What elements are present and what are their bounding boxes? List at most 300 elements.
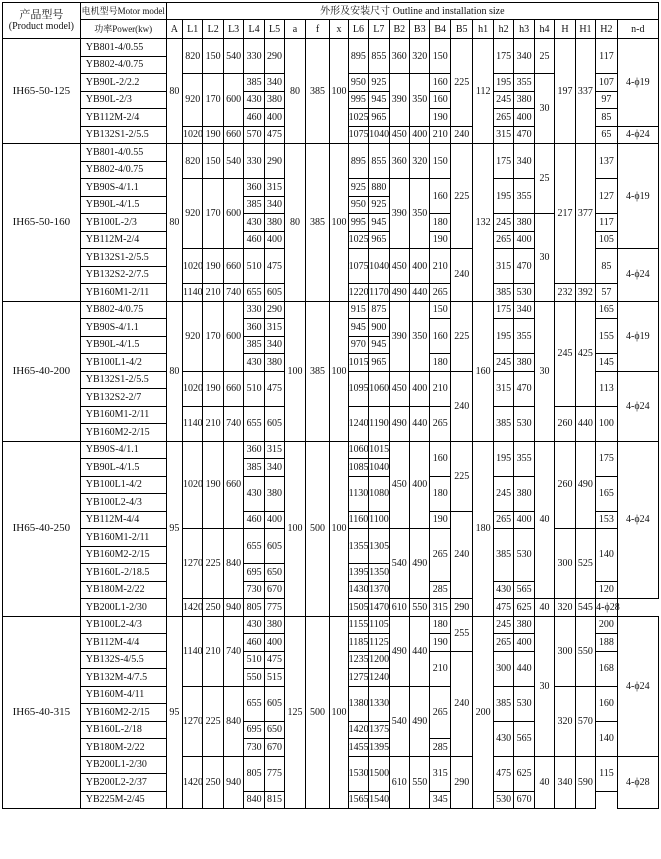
- cell-b5: 255: [450, 616, 473, 651]
- cell-h3: 400: [514, 109, 534, 127]
- cell-l6: 1240: [348, 406, 368, 441]
- cell-h2: 115: [596, 756, 617, 791]
- column-header-a: a: [285, 20, 305, 39]
- cell-b4: 315: [430, 756, 450, 791]
- cell-l4: 695: [244, 564, 264, 582]
- motor-model-cell: YB802-4/0.75: [80, 161, 166, 179]
- cell-h1: 392: [575, 284, 595, 302]
- column-header-h1: h1: [473, 20, 493, 39]
- cell-l4: 430: [244, 354, 264, 372]
- cell-h2: 430: [493, 721, 513, 756]
- cell-h2: 140: [596, 721, 617, 756]
- cell-b4: 160: [430, 441, 450, 476]
- motor-model-cell: YB90S-4/1.1: [80, 319, 166, 337]
- cell-l5: 650: [264, 564, 284, 582]
- cell-h: 197: [555, 39, 575, 144]
- motor-model-cell: YB112M-4/4: [80, 511, 166, 529]
- cell-b5: 290: [450, 599, 473, 617]
- cell-l6: 1095: [348, 371, 368, 406]
- motor-model-cell: YB160M2-2/15: [80, 546, 166, 564]
- cell-l1: 1020: [183, 371, 203, 406]
- cell-l6: 915: [348, 301, 368, 319]
- cell-b4: 210: [430, 249, 450, 284]
- cell-l6: 1420: [348, 721, 368, 739]
- cell-l1: 920: [183, 301, 203, 371]
- column-header-h2: h2: [493, 20, 513, 39]
- cell-l5: 650: [264, 721, 284, 739]
- cell-b2: 390: [389, 179, 409, 249]
- cell-l6: 1380: [348, 686, 368, 721]
- cell-l7: 965: [369, 109, 389, 127]
- cell-l5: 515: [264, 669, 284, 687]
- cell-l5: 605: [264, 529, 284, 564]
- cell-h3: 380: [514, 214, 534, 232]
- cell-h1: 337: [575, 39, 595, 144]
- cell-l6: 895: [348, 144, 368, 179]
- cell-a: 95: [166, 616, 182, 809]
- cell-h3: 470: [514, 371, 534, 406]
- cell-b2: 390: [389, 74, 409, 127]
- cell-l5: 315: [264, 319, 284, 337]
- cell-l2: 150: [203, 39, 223, 74]
- cell-nd: 4-ϕ19: [617, 144, 658, 249]
- cell-a: 125: [285, 616, 305, 809]
- cell-b4: 190: [430, 634, 450, 652]
- cell-h2: 168: [596, 651, 617, 686]
- cell-l3: 660: [223, 371, 243, 406]
- cell-l3: 660: [223, 441, 243, 529]
- cell-l4: 655: [244, 284, 264, 302]
- cell-l7: 1190: [369, 406, 389, 441]
- cell-h2: 245: [493, 616, 513, 634]
- cell-b5: 240: [450, 371, 473, 441]
- cell-l1: 1140: [183, 616, 203, 686]
- cell-f: 385: [305, 39, 330, 144]
- cell-l6: 950: [348, 74, 368, 92]
- cell-h2: 195: [493, 74, 513, 92]
- cell-h3: 470: [514, 249, 534, 284]
- cell-h1: 180: [473, 441, 493, 616]
- cell-h3: 530: [514, 406, 534, 441]
- cell-b4: 315: [430, 599, 450, 617]
- cell-b2: 450: [389, 249, 409, 284]
- cell-h2: 153: [596, 511, 617, 529]
- cell-f: 500: [305, 441, 330, 616]
- cell-l5: 340: [264, 196, 284, 214]
- cell-h1: 112: [473, 39, 493, 144]
- cell-b3: 350: [410, 301, 430, 371]
- cell-l2: 170: [203, 74, 223, 127]
- cell-h3: 380: [514, 476, 534, 511]
- cell-h2: 245: [493, 91, 513, 109]
- cell-l4: 330: [244, 39, 264, 74]
- cell-l6: 1155: [348, 616, 368, 634]
- cell-b3: 350: [410, 179, 430, 249]
- cell-h: 245: [555, 301, 575, 406]
- cell-l3: 740: [223, 284, 243, 302]
- cell-l6: 1085: [348, 459, 368, 477]
- column-header-b5: B5: [450, 20, 473, 39]
- cell-l7: 1500: [369, 756, 389, 791]
- cell-h3: 355: [514, 319, 534, 354]
- cell-l5: 775: [264, 756, 284, 791]
- cell-h3: 625: [514, 756, 534, 791]
- motor-model-cell: YB132M-4/7.5: [80, 669, 166, 687]
- cell-l6: 1025: [348, 109, 368, 127]
- cell-b3: 400: [410, 371, 430, 406]
- motor-model-cell: YB132S-4/5.5: [80, 651, 166, 669]
- cell-h4: 40: [534, 599, 554, 617]
- cell-h2: 155: [596, 319, 617, 354]
- cell-nd: 4-ϕ24: [617, 371, 658, 441]
- cell-h2: 265: [493, 634, 513, 652]
- cell-l2: 190: [203, 441, 223, 529]
- cell-l5: 315: [264, 441, 284, 459]
- cell-l3: 600: [223, 179, 243, 249]
- motor-model-cell: YB100L2-4/3: [80, 494, 166, 512]
- motor-model-cell: YB132S2-2/7: [80, 389, 166, 407]
- motor-model-cell: YB90L-2/2.2: [80, 74, 166, 92]
- cell-l2: 190: [203, 126, 223, 144]
- cell-h3: 530: [514, 529, 534, 582]
- cell-l7: 1350: [369, 564, 389, 582]
- cell-b3: 320: [410, 144, 430, 179]
- cell-l4: 510: [244, 651, 264, 669]
- cell-h2: 105: [596, 231, 617, 249]
- cell-l4: 385: [244, 74, 264, 92]
- cell-h2: 300: [493, 651, 513, 686]
- cell-h3: 355: [514, 179, 534, 214]
- cell-l2: 225: [203, 686, 223, 756]
- cell-l7: 1105: [369, 616, 389, 634]
- cell-l1: 1020: [183, 126, 203, 144]
- cell-b4: 345: [430, 791, 450, 809]
- cell-l2: 210: [203, 406, 223, 441]
- motor-model-cell: YB100L1-4/2: [80, 354, 166, 372]
- cell-h: 300: [555, 616, 575, 686]
- outline-size-header: 外形及安装尺寸 Outline and installation size: [166, 3, 658, 20]
- motor-model-header: 电机型号Motor model: [80, 3, 166, 20]
- cell-l5: 380: [264, 214, 284, 232]
- cell-f: 385: [305, 301, 330, 441]
- cell-l6: 1075: [348, 249, 368, 284]
- cell-h2: 475: [493, 756, 513, 791]
- motor-model-cell: YB160M1-2/11: [80, 284, 166, 302]
- motor-model-cell: YB90S-4/1.1: [80, 179, 166, 197]
- cell-l1: 920: [183, 179, 203, 249]
- cell-h2: 265: [493, 511, 513, 529]
- cell-h4: 40: [534, 756, 554, 809]
- cell-h1: 590: [575, 756, 595, 809]
- table-row: [3, 616, 659, 634]
- motor-model-cell: YB132S1-2/5.5: [80, 126, 166, 144]
- cell-l4: 510: [244, 371, 264, 406]
- motor-model-cell: YB90L-4/1.5: [80, 196, 166, 214]
- column-header-b2: B2: [389, 20, 409, 39]
- cell-l3: 840: [223, 529, 243, 599]
- motor-model-cell: YB160M2-2/15: [80, 424, 166, 442]
- cell-h4: 40: [534, 441, 554, 599]
- column-header-h2: H2: [596, 20, 617, 39]
- cell-h2: 195: [493, 441, 513, 476]
- cell-l7: 855: [369, 144, 389, 179]
- cell-l1: 1020: [183, 249, 203, 284]
- cell-l6: 925: [348, 179, 368, 197]
- cell-h3: 380: [514, 91, 534, 109]
- cell-a: 80: [285, 144, 305, 302]
- cell-b2: 490: [389, 406, 409, 441]
- cell-l6: 1430: [348, 581, 368, 599]
- product-model-cell: IH65-50-125: [3, 39, 81, 144]
- cell-l4: 655: [244, 686, 264, 721]
- column-header-f: f: [305, 20, 330, 39]
- cell-l7: 965: [369, 231, 389, 249]
- cell-h3: 355: [514, 74, 534, 92]
- cell-l4: 510: [244, 249, 264, 284]
- cell-nd: 4-ϕ24: [617, 126, 658, 144]
- cell-nd: 4-ϕ19: [617, 39, 658, 127]
- cell-l5: 380: [264, 91, 284, 109]
- cell-b3: 490: [410, 686, 430, 756]
- cell-nd: 4-ϕ28: [596, 599, 617, 617]
- cell-h2: 160: [596, 686, 617, 721]
- cell-b2: 610: [389, 599, 409, 617]
- cell-l2: 250: [203, 599, 223, 617]
- cell-l7: 945: [369, 336, 389, 354]
- cell-b4: 160: [430, 319, 450, 354]
- cell-b5: 240: [450, 249, 473, 302]
- column-header-l6: L6: [348, 20, 368, 39]
- cell-h2: 195: [493, 179, 513, 214]
- motor-model-cell: YB132S2-2/7.5: [80, 266, 166, 284]
- cell-l7: 1040: [369, 459, 389, 477]
- motor-model-cell: YB200L1-2/30: [80, 599, 166, 617]
- cell-l1: 1020: [183, 441, 203, 529]
- column-header-l3: L3: [223, 20, 243, 39]
- cell-l1: 1270: [183, 529, 203, 599]
- cell-h4: 25: [534, 144, 554, 214]
- cell-x: 100: [330, 301, 348, 441]
- cell-l7: 855: [369, 39, 389, 74]
- cell-x: 100: [330, 144, 348, 302]
- cell-l7: 1470: [369, 599, 389, 617]
- cell-l4: 730: [244, 739, 264, 757]
- cell-l4: 460: [244, 634, 264, 652]
- cell-h1: 132: [473, 144, 493, 302]
- column-header-l1: L1: [183, 20, 203, 39]
- motor-model-cell: YB802-4/0.75: [80, 56, 166, 74]
- cell-l3: 660: [223, 126, 243, 144]
- cell-l5: 290: [264, 144, 284, 179]
- cell-h3: 625: [514, 599, 534, 617]
- cell-l3: 940: [223, 756, 243, 809]
- cell-l1: 820: [183, 144, 203, 179]
- cell-a: 80: [285, 39, 305, 144]
- cell-l6: 1075: [348, 126, 368, 144]
- cell-h2: 107: [596, 74, 617, 92]
- motor-model-cell: YB90L-4/1.5: [80, 336, 166, 354]
- cell-l6: 1185: [348, 634, 368, 652]
- cell-b4: 180: [430, 476, 450, 511]
- motor-model-cell: YB180M-2/22: [80, 581, 166, 599]
- column-header-b3: B3: [410, 20, 430, 39]
- dimension-table: [2, 2, 659, 809]
- cell-b5: 290: [450, 756, 473, 809]
- product-model-cell: IH65-50-160: [3, 144, 81, 302]
- cell-h3: 400: [514, 231, 534, 249]
- cell-h2: 265: [493, 231, 513, 249]
- cell-b4: 160: [430, 91, 450, 109]
- table-row: [3, 39, 659, 57]
- cell-l6: 1235: [348, 651, 368, 669]
- cell-l6: 895: [348, 39, 368, 74]
- cell-h: 320: [555, 686, 575, 756]
- cell-b5: 240: [450, 511, 473, 599]
- cell-h2: 175: [493, 301, 513, 319]
- motor-model-cell: YB90L-2/3: [80, 91, 166, 109]
- cell-h3: 565: [514, 721, 534, 756]
- cell-l7: 1060: [369, 371, 389, 406]
- cell-l4: 570: [244, 126, 264, 144]
- cell-h4: 30: [534, 301, 554, 441]
- cell-l3: 600: [223, 74, 243, 127]
- cell-l5: 340: [264, 459, 284, 477]
- cell-h2: 245: [493, 354, 513, 372]
- cell-h2: 175: [493, 39, 513, 74]
- cell-h3: 380: [514, 354, 534, 372]
- motor-model-cell: YB160M-4/11: [80, 686, 166, 704]
- cell-l7: 1395: [369, 739, 389, 757]
- motor-model-cell: YB100L-2/3: [80, 214, 166, 232]
- cell-b2: 360: [389, 144, 409, 179]
- cell-l2: 210: [203, 616, 223, 686]
- cell-l3: 840: [223, 686, 243, 756]
- cell-l6: 995: [348, 214, 368, 232]
- cell-l5: 605: [264, 284, 284, 302]
- cell-l4: 385: [244, 196, 264, 214]
- cell-l7: 900: [369, 319, 389, 337]
- cell-h1: 160: [473, 301, 493, 441]
- cell-h2: 245: [493, 214, 513, 232]
- cell-h2: 200: [596, 616, 617, 634]
- cell-l4: 550: [244, 669, 264, 687]
- cell-b4: 160: [430, 74, 450, 92]
- column-header-l2: L2: [203, 20, 223, 39]
- cell-nd: 4-ϕ24: [617, 441, 658, 599]
- column-header-h3: h3: [514, 20, 534, 39]
- cell-l5: 290: [264, 301, 284, 319]
- cell-l7: 925: [369, 74, 389, 92]
- cell-l7: 1125: [369, 634, 389, 652]
- cell-l6: 970: [348, 336, 368, 354]
- product-model-cell: IH65-40-250: [3, 441, 81, 616]
- cell-h4: 30: [534, 214, 554, 302]
- cell-l3: 540: [223, 144, 243, 179]
- cell-l5: 400: [264, 231, 284, 249]
- cell-b3: 350: [410, 74, 430, 127]
- cell-l4: 430: [244, 476, 264, 511]
- cell-l3: 660: [223, 249, 243, 284]
- table-row: [3, 301, 659, 319]
- cell-h3: 530: [514, 284, 534, 302]
- cell-l4: 360: [244, 179, 264, 197]
- cell-l7: 945: [369, 91, 389, 109]
- cell-h3: 565: [514, 581, 534, 599]
- cell-b4: 180: [430, 354, 450, 372]
- cell-b4: 210: [430, 126, 450, 144]
- cell-l5: 670: [264, 581, 284, 599]
- cell-h1: 570: [575, 686, 595, 756]
- cell-l5: 315: [264, 179, 284, 197]
- cell-l4: 655: [244, 529, 264, 564]
- cell-l1: 1270: [183, 686, 203, 756]
- cell-l7: 1370: [369, 581, 389, 599]
- cell-l5: 605: [264, 406, 284, 441]
- cell-h3: 340: [514, 301, 534, 319]
- cell-l6: 1355: [348, 529, 368, 564]
- cell-b4: 190: [430, 511, 450, 529]
- column-header-h1: H1: [575, 20, 595, 39]
- motor-model-cell: YB801-4/0.55: [80, 144, 166, 162]
- cell-h2: 57: [596, 284, 617, 302]
- motor-model-cell: YB160L-2/18: [80, 721, 166, 739]
- cell-b2: 360: [389, 39, 409, 74]
- cell-f: 385: [305, 144, 330, 302]
- cell-l7: 1170: [369, 284, 389, 302]
- cell-h1: 440: [575, 406, 595, 441]
- cell-l5: 380: [264, 354, 284, 372]
- cell-b4: 210: [430, 651, 450, 686]
- cell-l1: 1140: [183, 284, 203, 302]
- cell-nd: 4-ϕ19: [617, 301, 658, 371]
- cell-h: 260: [555, 441, 575, 529]
- cell-l5: 475: [264, 651, 284, 669]
- cell-h2: 265: [493, 109, 513, 127]
- cell-b4: 285: [430, 581, 450, 599]
- cell-a: 100: [285, 301, 305, 441]
- motor-model-cell: YB100L2-4/3: [80, 616, 166, 634]
- cell-l7: 1100: [369, 511, 389, 529]
- cell-b3: 440: [410, 284, 430, 302]
- cell-h2: 97: [596, 91, 617, 109]
- column-header-x: x: [330, 20, 348, 39]
- motor-model-cell: YB112M-2/4: [80, 231, 166, 249]
- column-header-n-d: n-d: [617, 20, 658, 39]
- cell-b4: 180: [430, 214, 450, 232]
- cell-h2: 165: [596, 476, 617, 511]
- cell-l6: 950: [348, 196, 368, 214]
- cell-h2: 385: [493, 284, 513, 302]
- cell-h: 260: [555, 406, 575, 441]
- cell-b3: 440: [410, 406, 430, 441]
- column-header-l4: L4: [244, 20, 264, 39]
- cell-l7: 1240: [369, 669, 389, 687]
- table-row: [3, 144, 659, 162]
- cell-l5: 475: [264, 371, 284, 406]
- cell-l4: 360: [244, 319, 264, 337]
- cell-nd: 4-ϕ24: [617, 249, 658, 302]
- cell-h4: 30: [534, 616, 554, 756]
- motor-model-cell: YB180M-2/22: [80, 739, 166, 757]
- cell-l6: 1455: [348, 739, 368, 757]
- cell-h4: 30: [534, 74, 554, 144]
- cell-l7: 945: [369, 214, 389, 232]
- cell-b3: 550: [410, 756, 430, 809]
- cell-l5: 605: [264, 686, 284, 721]
- cell-l4: 385: [244, 459, 264, 477]
- cell-h2: 85: [596, 109, 617, 127]
- cell-b4: 190: [430, 231, 450, 249]
